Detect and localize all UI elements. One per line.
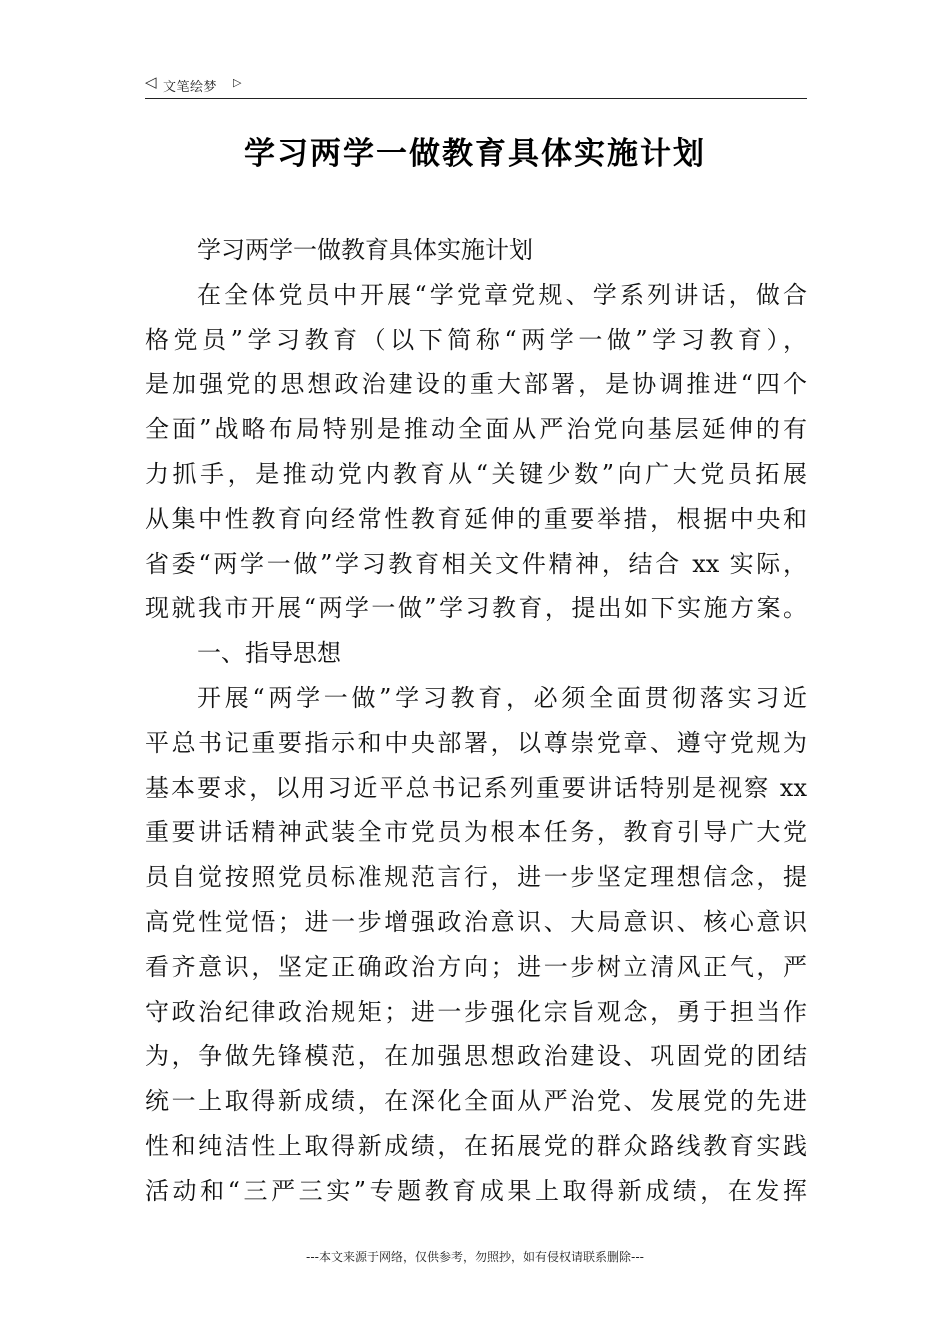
paragraph-line: 基本要求，以用习近平总书记系列重要讲话特别是视察 xx: [145, 773, 807, 802]
paragraph-line: 力抓手，是推动党内教育从“关键少数”向广大党员拓展: [145, 459, 807, 488]
paragraph-line: 从集中性教育向经常性教育延伸的重要举措，根据中央和: [145, 504, 807, 533]
paragraph-line: 活动和“三严三实”专题教育成果上取得新成绩，在发挥: [145, 1176, 807, 1205]
paragraph-line: 统一上取得新成绩，在深化全面从严治党、发展党的先进: [145, 1087, 807, 1116]
document-subtitle: 学习两学一做教育具体实施计划: [197, 236, 533, 264]
paragraph-line: 为，争做先锋模范，在加强思想政治建设、巩固党的团结: [145, 1042, 807, 1071]
right-triangle-icon: ▷: [233, 76, 242, 89]
paragraph-line: 格党员”学习教育（以下简称“两学一做”学习教育），: [145, 325, 807, 354]
paragraph-line: 守政治纪律政治规矩；进一步强化宗旨观念，勇于担当作: [145, 997, 807, 1026]
section-heading: 一、指导思想: [197, 639, 341, 668]
document-title: 学习两学一做教育具体实施计划: [244, 136, 706, 172]
paragraph-line: 省委“两学一做”学习教育相关文件精神，结合 xx 实际，: [145, 549, 807, 578]
paragraph-line: 重要讲话精神武装全市党员为根本任务，教育引导广大党: [145, 818, 807, 847]
paragraph-line: 性和纯洁性上取得新成绩，在拓展党的群众路线教育实践: [145, 1131, 807, 1160]
paragraph-line: 全面”战略布局特别是推动全面从严治党向基层延伸的有: [145, 415, 807, 444]
paragraph-line: 平总书记重要指示和中央部署，以尊崇党章、遵守党规为: [145, 728, 807, 757]
header-brand-text: 文笔绘梦: [163, 80, 218, 95]
footer-disclaimer: ---本文来源于网络，仅供参考，勿照抄，如有侵权请联系删除---: [306, 1250, 644, 1264]
paragraph-line: 员自觉按照党员标准规范言行，进一步坚定理想信念，提: [145, 863, 807, 892]
paragraph-line: 看齐意识，坚定正确政治方向；进一步树立清风正气，严: [145, 952, 807, 981]
left-triangle-icon: ◁: [145, 73, 157, 91]
paragraph-line: 现就我市开展“两学一做”学习教育，提出如下实施方案。: [145, 594, 807, 623]
paragraph-line: 是加强党的思想政治建设的重大部署，是协调推进“四个: [145, 370, 807, 399]
paragraph-line: 在全体党员中开展“学党章党规、学系列讲话，做合: [197, 280, 807, 309]
paragraph-line: 开展“两学一做”学习教育，必须全面贯彻落实习近: [197, 683, 807, 712]
document-body: [145, 228, 807, 1214]
paragraph-line: 高党性觉悟；进一步增强政治意识、大局意识、核心意识: [145, 907, 807, 936]
page-header: [145, 70, 807, 99]
